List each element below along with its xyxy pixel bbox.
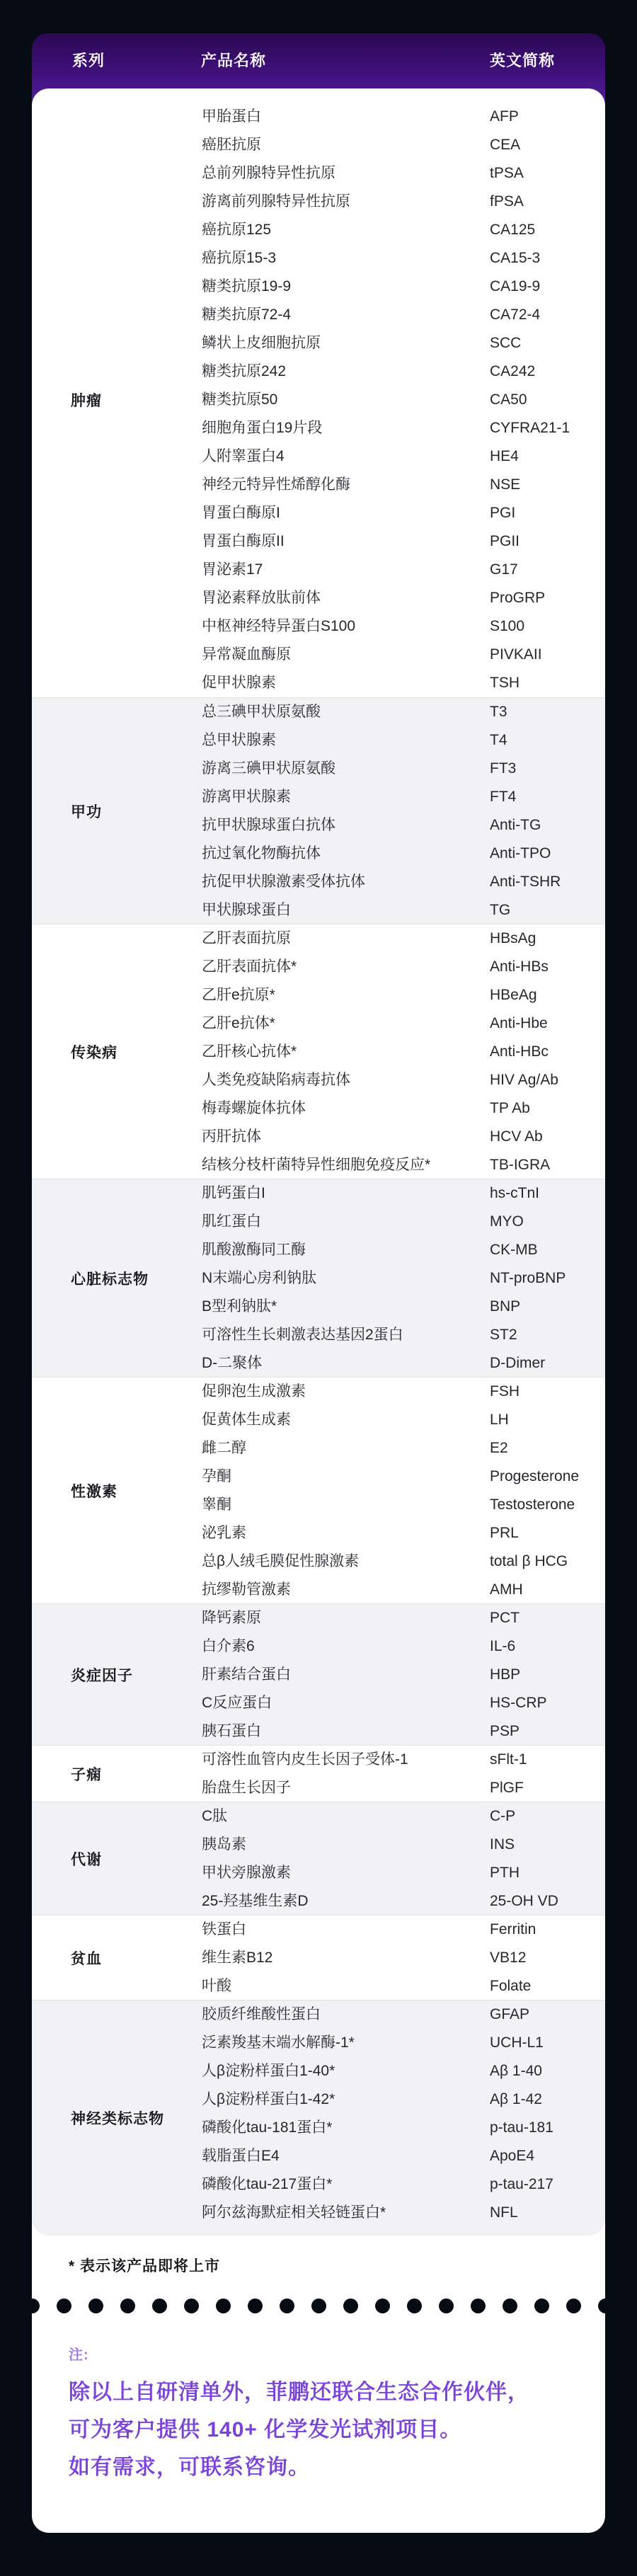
product-abbreviation: NFL [490,2204,518,2221]
product-abbreviation: CYFRA21-1 [490,420,570,436]
product-abbreviation: CA125 [490,222,536,238]
table-row [32,414,605,442]
product-abbreviation: Testosterone [490,1496,575,1513]
table-row [32,1774,605,1802]
table-row [32,1519,605,1547]
table-row [32,868,605,896]
table-row [32,1462,605,1491]
table-row [32,1972,605,2000]
table-row [32,442,605,471]
table-row [32,1406,605,1434]
product-abbreviation: SCC [490,335,522,351]
table-section [32,1377,605,1603]
table-row [32,1802,605,1831]
product-name: 促黄体生成素 [202,1412,291,1428]
product-name: 抗缪勒管激素 [202,1581,291,1598]
table-row [32,244,605,273]
product-abbreviation: CEA [490,137,521,153]
product-name: 乙肝e抗体* [202,1015,275,1031]
product-abbreviation: VB12 [490,1950,527,1966]
product-abbreviation: C-P [490,1808,516,1824]
table-row [32,1944,605,1972]
table-row [32,1717,605,1746]
product-abbreviation: MYO [490,1213,524,1230]
perforation-dot [503,2299,517,2313]
table-row [32,1746,605,1774]
product-name: 抗过氧化物酶抗体 [202,845,321,861]
product-abbreviation: S100 [490,618,525,634]
product-abbreviation: TB-IGRA [490,1157,551,1173]
table-row [32,1859,605,1887]
table-row [32,783,605,811]
product-name: 乙肝表面抗体* [202,958,297,975]
column-header-abbreviation: 英文简称 [490,52,556,69]
product-name: 人β淀粉样蛋白1-42* [202,2091,335,2107]
product-abbreviation: FSH [490,1383,520,1399]
perforation-dot [57,2299,71,2313]
product-abbreviation: Progesterone [490,1468,580,1484]
product-abbreviation: NT-proBNP [490,1270,566,1286]
product-abbreviation: ProGRP [490,590,546,606]
product-name: 乙肝e抗原* [202,987,275,1003]
product-abbreviation: p-tau-181 [490,2119,553,2136]
product-abbreviation: HE4 [490,448,519,464]
product-abbreviation: BNP [490,1298,521,1315]
table-row [32,612,605,641]
table-row [32,1491,605,1519]
table-row [32,1604,605,1632]
product-name: 游离甲状腺素 [202,789,291,805]
product-name: 总β人绒毛膜促性腺激素 [202,1553,360,1569]
product-name: 铁蛋白 [202,1921,246,1937]
product-abbreviation: PIVKAII [490,646,542,663]
product-abbreviation: Anti-Hbe [490,1015,548,1031]
perforation-dot [248,2299,263,2313]
product-name: 孕酮 [202,1468,231,1484]
product-name: 肌酸激酶同工酶 [202,1242,306,1258]
product-name: 降钙素原 [202,1610,261,1626]
table-row [32,1887,605,1916]
note-label: 注: [69,2347,89,2363]
table-row [32,584,605,612]
product-name: 丙肝抗体 [202,1128,261,1145]
perforation-dot [216,2299,231,2313]
product-abbreviation: NSE [490,476,521,493]
product-name: 泛素羧基末端水解酶-1* [202,2034,355,2051]
table-section [32,103,605,697]
product-name: 癌抗原15-3 [202,250,277,266]
product-name: 人类免疫缺陷病毒抗体 [202,1072,350,1088]
perforation-dot [120,2299,135,2313]
table-row [32,755,605,783]
perforation-dot [534,2299,549,2313]
product-name: 胃泌素17 [202,561,263,578]
table-section [32,697,605,924]
table-row [32,1094,605,1123]
perforation-dot [280,2299,294,2313]
perforation-dot [598,2299,606,2313]
table-row [32,1576,605,1604]
table-row [32,1009,605,1038]
product-name: N末端心房利钠肽 [202,1270,317,1286]
product-abbreviation: LH [490,1412,509,1428]
table-row [32,981,605,1009]
product-name: C反应蛋白 [202,1695,272,1711]
product-name: 总前列腺特异性抗原 [202,165,335,181]
product-name: 25-羟基维生素D [202,1893,309,1909]
table-row [32,896,605,925]
table-row [32,811,605,840]
product-abbreviation: hs-cTnI [490,1185,540,1201]
table-row [32,1179,605,1208]
table-row [32,103,605,131]
table-row [32,698,605,726]
product-abbreviation: p-tau-217 [490,2176,553,2192]
table-row [32,386,605,414]
perforation-dot [471,2299,486,2313]
product-abbreviation: Anti-TSHR [490,874,561,890]
product-name: 抗促甲状腺激素受体抗体 [202,874,365,890]
perforation-dot [439,2299,454,2313]
product-name: 促甲状腺素 [202,675,276,691]
table-row [32,1066,605,1094]
table-row [32,273,605,301]
product-abbreviation: Anti-TG [490,817,541,833]
table-row [32,840,605,868]
table-row [32,1916,605,1944]
column-header-series: 系列 [72,52,105,69]
table-row [32,2085,605,2114]
product-name: 可溶性生长刺激表达基因2蛋白 [202,1327,403,1343]
table-row [32,2199,605,2227]
perforation-dot [375,2299,390,2313]
series-label: 传染病 [71,1044,117,1061]
series-label: 性激素 [71,1483,117,1500]
table-row [32,1349,605,1378]
series-label: 代谢 [71,1851,102,1868]
table-row [32,556,605,584]
product-name: 总三碘甲状原氨酸 [202,704,321,720]
table-row [32,1123,605,1151]
product-abbreviation: INS [490,1836,515,1853]
product-name: 甲状旁腺激素 [202,1865,291,1881]
table-row [32,1151,605,1179]
product-name: 游离前列腺特异性抗原 [202,193,350,210]
table-row [32,1236,605,1264]
perforation-dot [311,2299,326,2313]
product-abbreviation: PSP [490,1723,520,1739]
note-line: 可为客户提供 140+ 化学发光试剂项目。 [69,2418,462,2442]
product-abbreviation: ApoE4 [490,2148,535,2164]
product-abbreviation: T4 [490,732,507,748]
product-name: 雌二醇 [202,1440,246,1456]
product-abbreviation: HCV Ab [490,1128,543,1145]
product-abbreviation: Ferritin [490,1921,536,1937]
table-row [32,2170,605,2199]
product-name: 载脂蛋白E4 [202,2148,280,2164]
product-name: C肽 [202,1808,228,1824]
series-label: 肿瘤 [71,393,102,409]
product-abbreviation: PTH [490,1865,520,1881]
product-abbreviation: D-Dimer [490,1355,546,1371]
table-row [32,1434,605,1462]
product-name: 胰石蛋白 [202,1723,261,1739]
product-abbreviation: HBP [490,1666,521,1683]
table-row [32,527,605,556]
product-abbreviation: Anti-HBs [490,958,549,975]
product-abbreviation: Aβ 1-42 [490,2091,542,2107]
table-row [32,953,605,981]
column-header-product-name: 产品名称 [201,52,267,69]
product-table-card [32,88,605,2533]
table-row [32,1689,605,1717]
product-name: 中枢神经特异蛋白S100 [202,618,356,634]
table-row [32,2114,605,2142]
product-name: 人附睾蛋白4 [202,448,285,464]
table-row [32,1038,605,1066]
product-name: 白介素6 [202,1638,255,1654]
series-label: 贫血 [71,1950,102,1967]
product-abbreviation: PGI [490,505,516,521]
product-abbreviation: AMH [490,1581,523,1598]
footnote-coming-soon: * 表示该产品即将上市 [69,2258,221,2274]
product-name: 睾酮 [202,1496,231,1513]
table-row [32,2029,605,2057]
table-row [32,1264,605,1293]
product-abbreviation: FT3 [490,760,517,777]
table-section [32,924,605,1179]
product-name: 可溶性血管内皮生长因子受体-1 [202,1751,408,1768]
table-row [32,1831,605,1859]
product-abbreviation: TSH [490,675,520,691]
product-name: 胃泌素释放肽前体 [202,590,321,606]
product-name: 神经元特异性烯醇化酶 [202,476,350,493]
table-row [32,499,605,527]
series-label: 炎症因子 [71,1667,133,1684]
table-row [32,1321,605,1349]
perforation-dot [566,2299,581,2313]
product-name: 人β淀粉样蛋白1-40* [202,2063,335,2079]
table-row [32,925,605,953]
table-row [32,1661,605,1689]
product-abbreviation: 25-OH VD [490,1893,558,1909]
product-name: 甲胎蛋白 [202,108,261,125]
product-abbreviation: HBeAg [490,987,537,1003]
note-text [69,2374,578,2486]
table-section [32,2000,605,2236]
product-name: 阿尔兹海默症相关轻链蛋白* [202,2204,386,2221]
product-abbreviation: T3 [490,704,507,720]
table-section [32,1603,605,1745]
product-abbreviation: CK-MB [490,1242,538,1258]
table-row [32,301,605,329]
product-abbreviation: PCT [490,1610,520,1626]
table-row [32,1378,605,1406]
perforation-dot [184,2299,199,2313]
product-abbreviation: sFlt-1 [490,1751,527,1768]
table-row [32,641,605,669]
product-name: 糖类抗原50 [202,391,278,408]
product-abbreviation: PlGF [490,1780,524,1796]
product-name: 肌红蛋白 [202,1213,261,1230]
product-name: D-二聚体 [202,1355,263,1371]
product-name: 肌钙蛋白I [202,1185,265,1201]
product-name: 促卵泡生成激素 [202,1383,306,1399]
product-name: 叶酸 [202,1978,231,1994]
table-row [32,329,605,357]
product-abbreviation: fPSA [490,193,524,210]
product-abbreviation: AFP [490,108,519,125]
series-label: 子痫 [71,1766,102,1783]
product-abbreviation: TP Ab [490,1100,530,1116]
product-name: 糖类抗原242 [202,363,287,379]
product-name: 癌胚抗原 [202,137,261,153]
table-row [32,1632,605,1661]
table-row [32,1547,605,1576]
table-row [32,471,605,499]
product-name: 胎盘生长因子 [202,1780,291,1796]
product-name: 磷酸化tau-181蛋白* [202,2119,333,2136]
product-abbreviation: HS-CRP [490,1695,547,1711]
table-row [32,2142,605,2170]
table-row [32,669,605,697]
product-name: 异常凝血酶原 [202,646,291,663]
perforation-dot [343,2299,358,2313]
series-label: 神经类标志物 [71,2111,164,2127]
product-abbreviation: Folate [490,1978,532,1994]
product-abbreviation: CA15-3 [490,250,541,266]
product-abbreviation: G17 [490,561,518,578]
product-name: 抗甲状腺球蛋白抗体 [202,817,335,833]
table-row [32,188,605,216]
product-abbreviation: ST2 [490,1327,517,1343]
product-name: 磷酸化tau-217蛋白* [202,2176,333,2192]
table-row [32,216,605,244]
note-line: 如有需求，可联系咨询。 [69,2456,310,2479]
product-abbreviation: CA242 [490,363,536,379]
product-name: 甲状腺球蛋白 [202,902,291,918]
product-name: 糖类抗原72-4 [202,307,292,323]
product-abbreviation: HBsAg [490,930,536,946]
product-abbreviation: FT4 [490,789,517,805]
product-name: 肝素结合蛋白 [202,1666,291,1683]
table-row [32,1208,605,1236]
product-abbreviation: CA19-9 [490,278,541,294]
product-abbreviation: Anti-TPO [490,845,551,861]
note-line: 除以上自研清单外，菲鹏还联合生态合作伙伴， [69,2381,529,2404]
product-abbreviation: CA50 [490,391,527,408]
table-row [32,1293,605,1321]
product-abbreviation: IL-6 [490,1638,516,1654]
product-abbreviation: UCH-L1 [490,2034,544,2051]
product-name: 乙肝核心抗体* [202,1043,297,1060]
product-abbreviation: total β HCG [490,1553,568,1569]
table-section [32,1179,605,1377]
product-name: 总甲状腺素 [202,732,276,748]
product-name: 结核分枝杆菌特异性细胞免疫反应* [202,1157,431,1173]
product-name: 梅毒螺旋体抗体 [202,1100,306,1116]
product-abbreviation: tPSA [490,165,524,181]
product-name: 游离三碘甲状原氨酸 [202,760,335,777]
product-name: 糖类抗原19-9 [202,278,292,294]
perforation-dot [407,2299,422,2313]
table-row [32,2057,605,2085]
product-abbreviation: E2 [490,1440,508,1456]
table-section [32,1745,605,1802]
product-abbreviation: HIV Ag/Ab [490,1072,558,1088]
product-abbreviation: Anti-HBc [490,1043,549,1060]
table-section [32,1915,605,2000]
product-abbreviation: CA72-4 [490,307,541,323]
table-row [32,131,605,159]
product-name: B型利钠肽* [202,1298,277,1315]
product-name: 癌抗原125 [202,222,272,238]
perforation-dot [88,2299,103,2313]
table-row [32,2000,605,2029]
product-name: 胰岛素 [202,1836,246,1853]
table-row [32,159,605,188]
product-abbreviation: PRL [490,1525,519,1541]
product-name: 胃蛋白酶原I [202,505,280,521]
product-name: 鳞状上皮细胞抗原 [202,335,321,351]
product-abbreviation: TG [490,902,511,918]
product-abbreviation: Aβ 1-40 [490,2063,542,2079]
product-name: 胃蛋白酶原II [202,533,285,549]
product-name: 泌乳素 [202,1525,246,1541]
series-label: 心脏标志物 [71,1271,149,1288]
table-row [32,357,605,386]
table-row [32,726,605,755]
product-name: 胶质纤维酸性蛋白 [202,2006,321,2022]
product-name: 乙肝表面抗原 [202,930,291,946]
perforation-dot [32,2299,40,2313]
table-section [32,1802,605,1915]
product-name: 维生素B12 [202,1950,273,1966]
product-abbreviation: GFAP [490,2006,530,2022]
series-label: 甲功 [71,803,102,820]
product-abbreviation: PGII [490,533,520,549]
product-name: 细胞角蛋白19片段 [202,420,323,436]
perforation-dot [152,2299,167,2313]
